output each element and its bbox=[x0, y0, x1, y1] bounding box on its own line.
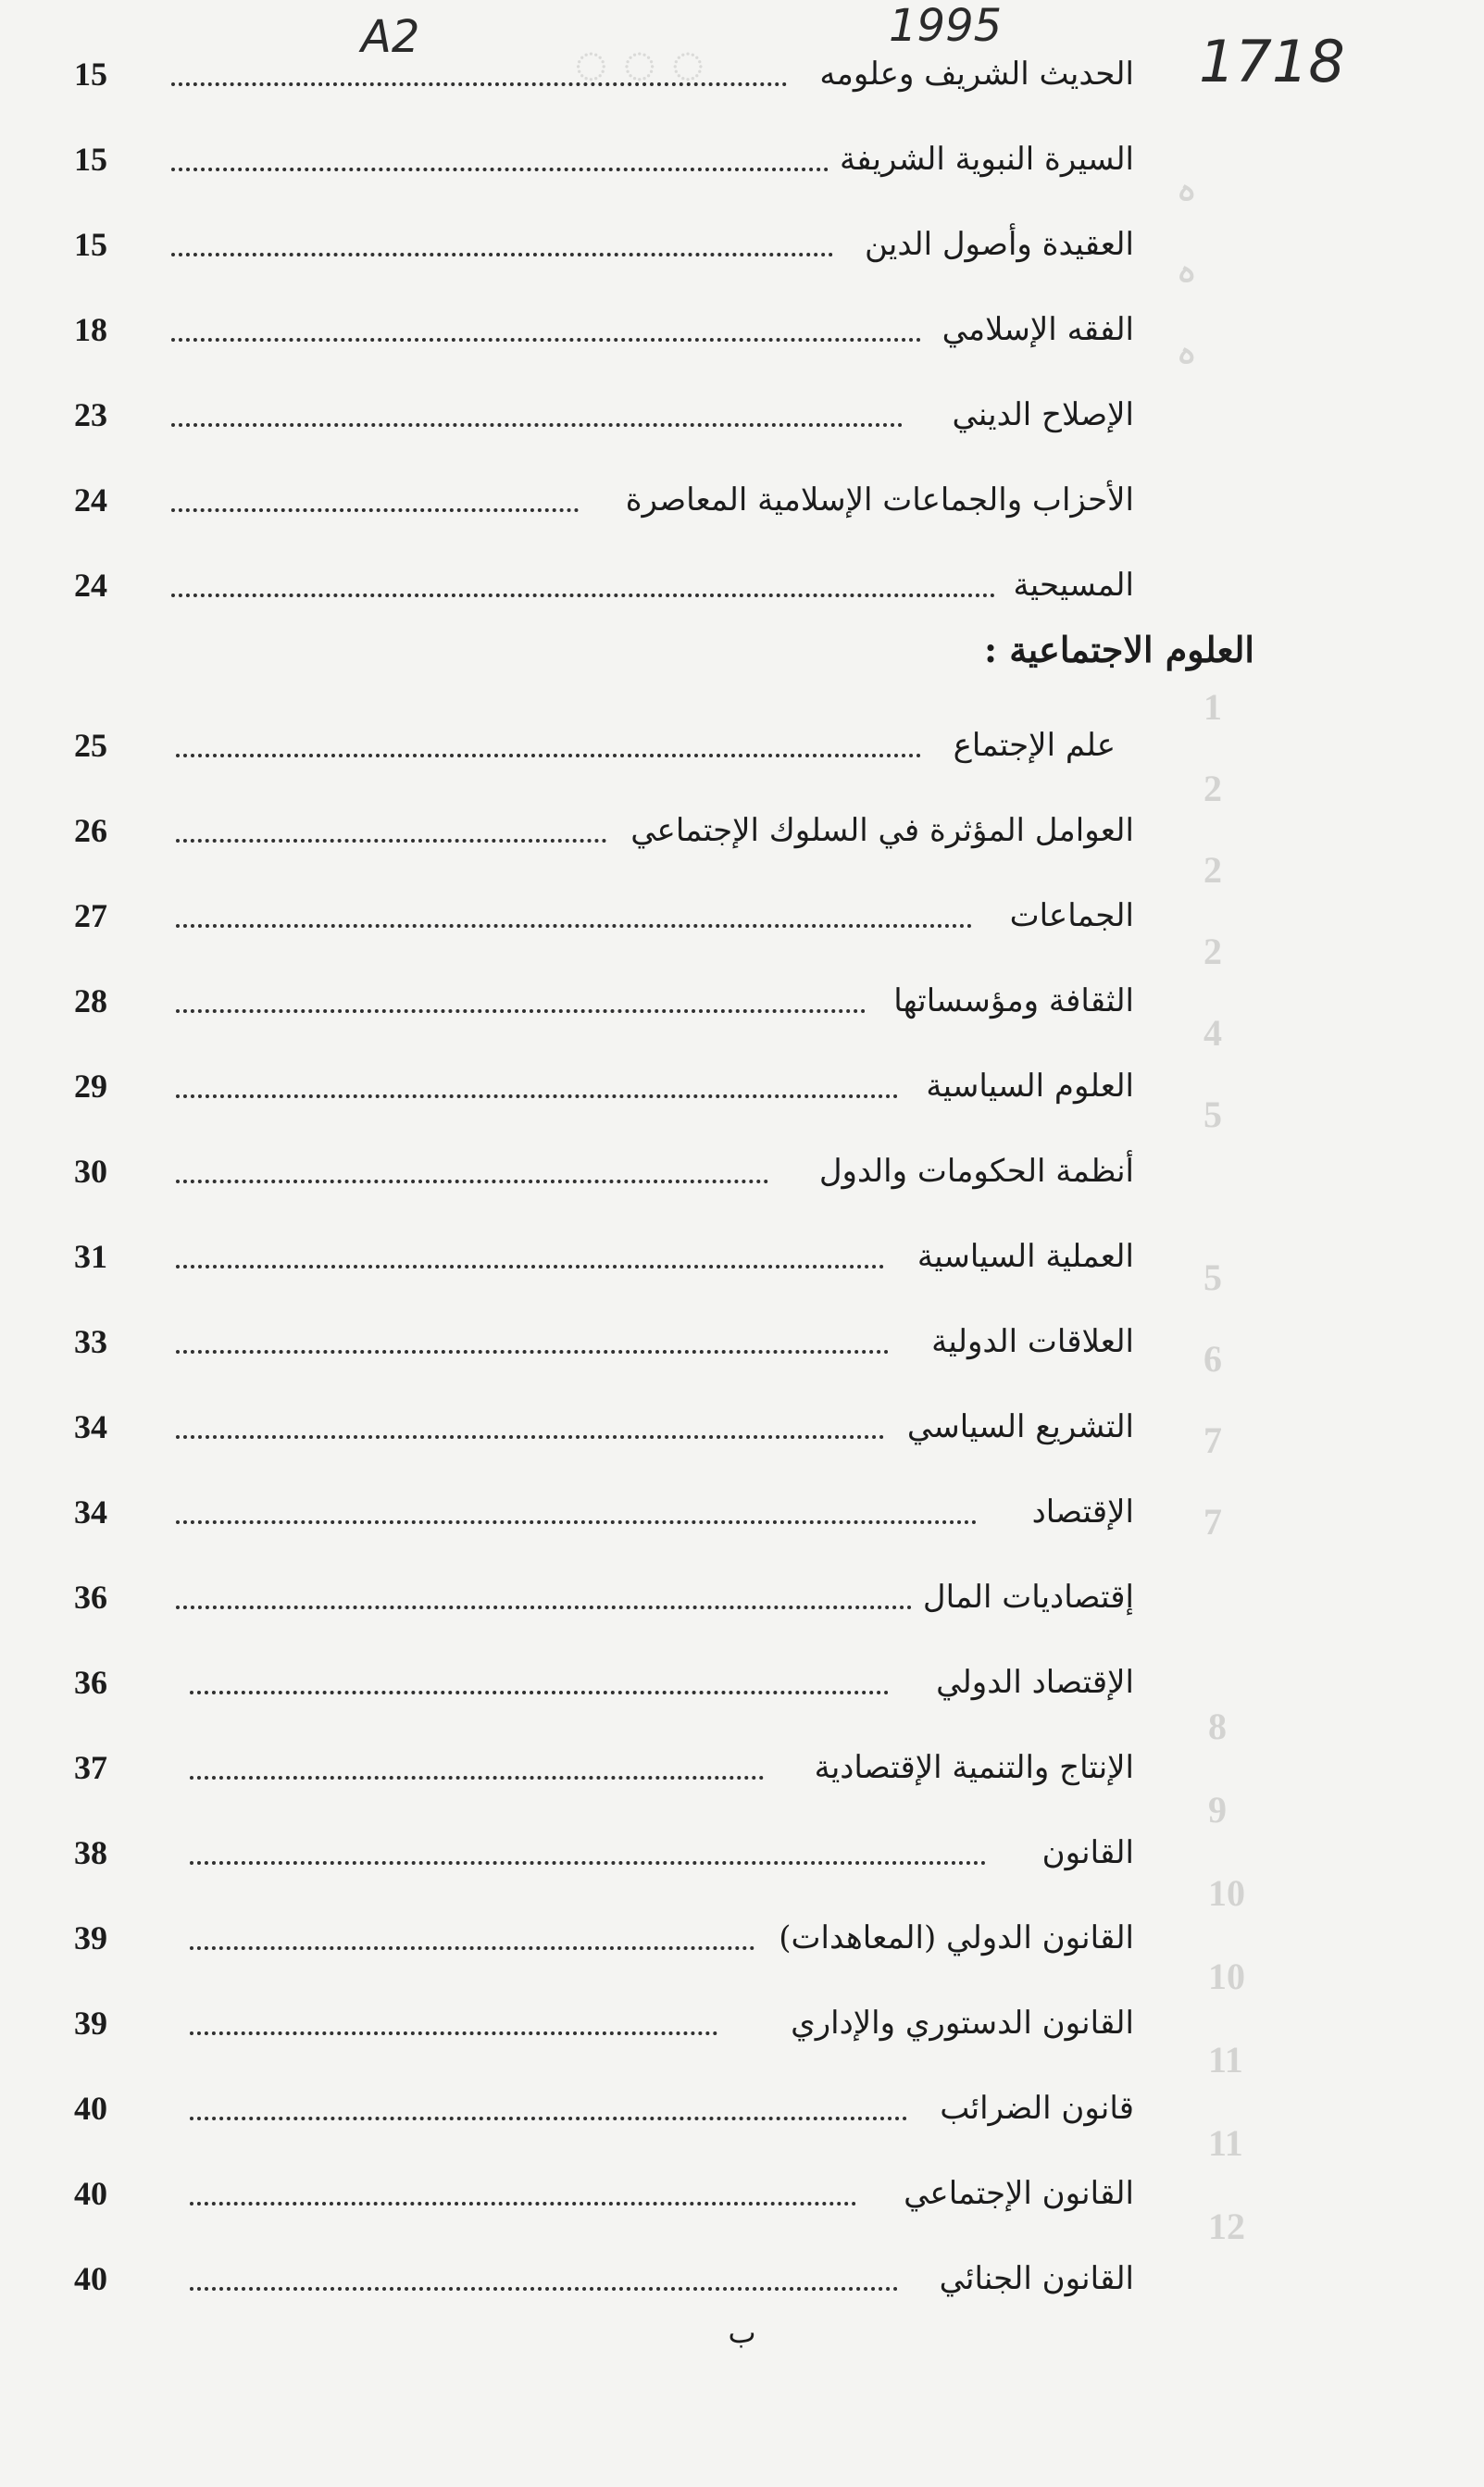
toc-entry bbox=[74, 212, 1134, 277]
toc-entry-title: الفقه الإسلامي bbox=[942, 311, 1134, 348]
dot-leader bbox=[176, 839, 606, 843]
toc-entry bbox=[74, 798, 1134, 863]
toc-entry-title: إقتصاديات المال bbox=[922, 1579, 1134, 1616]
toc-entry-page: 37 bbox=[74, 1749, 107, 1786]
toc-entry bbox=[74, 1906, 1134, 1970]
toc-entry bbox=[74, 1480, 1134, 1544]
toc-entry-title: أنظمة الحكومات والدول bbox=[818, 1153, 1134, 1190]
toc-entry-page: 23 bbox=[74, 396, 107, 433]
bleed-through-title: ◌ ◌ ◌ bbox=[574, 33, 705, 96]
toc-entry bbox=[74, 553, 1134, 618]
toc-entry-title: القانون الجنائي bbox=[939, 2260, 1134, 2297]
dot-leader bbox=[171, 594, 995, 597]
toc-entry-title: العلاقات الدولية bbox=[931, 1323, 1134, 1360]
toc-entry-title: السيرة النبوية الشريفة bbox=[840, 141, 1134, 178]
toc-entry-page: 30 bbox=[74, 1153, 107, 1190]
toc-entry bbox=[74, 713, 1134, 778]
toc-entry-title: العوامل المؤثرة في السلوك الإجتماعي bbox=[630, 812, 1134, 849]
toc-entry-page: 34 bbox=[74, 1493, 107, 1531]
toc-entry bbox=[74, 127, 1134, 192]
dot-leader bbox=[171, 82, 787, 86]
toc-entry-title: الحديث الشريف وعلومه bbox=[819, 56, 1134, 93]
dot-leader bbox=[176, 1606, 912, 1609]
toc-entry-title: القانون الدولي (المعاهدات) bbox=[779, 1919, 1134, 1956]
toc-entry bbox=[74, 1054, 1134, 1119]
toc-entry-title: الإقتصاد الدولي bbox=[936, 1664, 1134, 1701]
toc-entry bbox=[74, 42, 1134, 106]
dot-leader bbox=[176, 1009, 866, 1013]
toc-entry bbox=[74, 468, 1134, 532]
toc-entry-title: القانون الدستوري والإداري bbox=[791, 2005, 1134, 2042]
dot-leader bbox=[176, 754, 921, 757]
toc-entry-title: علم الإجتماع bbox=[953, 727, 1116, 764]
toc-entry-page: 40 bbox=[74, 2260, 107, 2297]
toc-entry-title: التشريع السياسي bbox=[906, 1408, 1134, 1445]
dot-leader bbox=[190, 1946, 754, 1950]
dot-leader bbox=[176, 1435, 884, 1439]
section-heading: العلوم الاجتماعية : bbox=[984, 629, 1254, 670]
dot-leader bbox=[176, 1265, 884, 1268]
toc-entry-page: 29 bbox=[74, 1068, 107, 1105]
toc-entry-page: 26 bbox=[74, 812, 107, 849]
dot-leader bbox=[176, 1520, 977, 1524]
toc-entry-title: الإنتاج والتنمية الإقتصادية bbox=[814, 1749, 1134, 1786]
toc-entry-title: القانون الإجتماعي bbox=[904, 2175, 1134, 2212]
bleed-through-numbers: 1 2 2 2 4 5 5 6 7 7 bbox=[1203, 686, 1222, 1543]
handwritten-year: 1995 bbox=[889, 0, 1003, 52]
dot-leader bbox=[176, 1180, 768, 1183]
dot-leader bbox=[176, 1350, 889, 1354]
toc-entry-page: 15 bbox=[74, 141, 107, 178]
page-letter: ب bbox=[728, 2315, 756, 2350]
toc-entry bbox=[74, 297, 1134, 362]
toc-entry-page: 36 bbox=[74, 1664, 107, 1701]
toc-entry bbox=[74, 1991, 1134, 2056]
dot-leader bbox=[171, 508, 579, 512]
toc-entry-title: المسيحية bbox=[1013, 567, 1134, 604]
toc-entry-page: 24 bbox=[74, 567, 107, 604]
toc-entry-page: 33 bbox=[74, 1323, 107, 1360]
toc-entry-page: 39 bbox=[74, 2005, 107, 2042]
toc-entry-title: الإقتصاد bbox=[1031, 1493, 1134, 1531]
toc-entry-title: الجماعات bbox=[1009, 897, 1134, 934]
toc-entry-page: 40 bbox=[74, 2090, 107, 2127]
handwritten-mark-a2: A2 bbox=[361, 11, 420, 63]
dot-leader bbox=[190, 1776, 764, 1780]
toc-entry-page: 38 bbox=[74, 1834, 107, 1871]
toc-entry bbox=[74, 1650, 1134, 1715]
toc-entry bbox=[74, 1735, 1134, 1800]
toc-entry bbox=[74, 1224, 1134, 1289]
dot-leader bbox=[171, 253, 833, 256]
toc-entry-page: 34 bbox=[74, 1408, 107, 1445]
toc-entry-title: قانون الضرائب bbox=[940, 2090, 1134, 2127]
toc-entry-title: القانون bbox=[1041, 1834, 1134, 1871]
toc-entry bbox=[74, 1309, 1134, 1374]
dot-leader bbox=[190, 2287, 898, 2291]
toc-entry bbox=[74, 1820, 1134, 1885]
dot-leader bbox=[171, 168, 829, 171]
toc-entry bbox=[74, 883, 1134, 948]
toc-entry-title: الأحزاب والجماعات الإسلامية المعاصرة bbox=[625, 481, 1134, 519]
toc-entry bbox=[74, 382, 1134, 447]
dot-leader bbox=[190, 2031, 717, 2035]
bleed-through-numbers-lower: 8 9 10 10 11 11 12 bbox=[1208, 1706, 1245, 2247]
toc-entry bbox=[74, 1139, 1134, 1204]
dot-leader bbox=[190, 2117, 907, 2120]
dot-leader bbox=[190, 1691, 889, 1694]
toc-entry bbox=[74, 2161, 1134, 2226]
toc-entry bbox=[74, 2076, 1134, 2141]
toc-entry bbox=[74, 1394, 1134, 1459]
handwritten-code: 1718 bbox=[1199, 28, 1345, 95]
toc-entry-page: 27 bbox=[74, 897, 107, 934]
toc-entry-page: 36 bbox=[74, 1579, 107, 1616]
toc-entry-page: 31 bbox=[74, 1238, 107, 1275]
dot-leader bbox=[190, 2202, 856, 2206]
toc-entry-page: 18 bbox=[74, 311, 107, 348]
toc-entry-title: العملية السياسية bbox=[917, 1238, 1134, 1275]
dot-leader bbox=[176, 1094, 898, 1098]
dot-leader bbox=[190, 1861, 986, 1865]
toc-entry bbox=[74, 969, 1134, 1033]
toc-entry-page: 15 bbox=[74, 226, 107, 263]
toc-entry-title: الثقافة ومؤسساتها bbox=[893, 982, 1134, 1019]
toc-entry-title: العقيدة وأصول الدين bbox=[865, 226, 1134, 263]
toc-entry-page: 15 bbox=[74, 56, 107, 93]
toc-entry bbox=[74, 2246, 1134, 2311]
dot-leader bbox=[171, 423, 903, 427]
dot-leader bbox=[171, 338, 921, 342]
dot-leader bbox=[176, 924, 972, 928]
toc-entry-page: 24 bbox=[74, 481, 107, 519]
toc-entry-page: 39 bbox=[74, 1919, 107, 1956]
toc-entry-page: 25 bbox=[74, 727, 107, 764]
toc-entry-page: 28 bbox=[74, 982, 107, 1019]
toc-entry-title: العلوم السياسية bbox=[926, 1068, 1134, 1105]
toc-entry-title: الإصلاح الديني bbox=[952, 396, 1134, 433]
bleed-through-column: ہ ہ ہ bbox=[1176, 168, 1198, 372]
toc-entry bbox=[74, 1565, 1134, 1630]
toc-entry-page: 40 bbox=[74, 2175, 107, 2212]
